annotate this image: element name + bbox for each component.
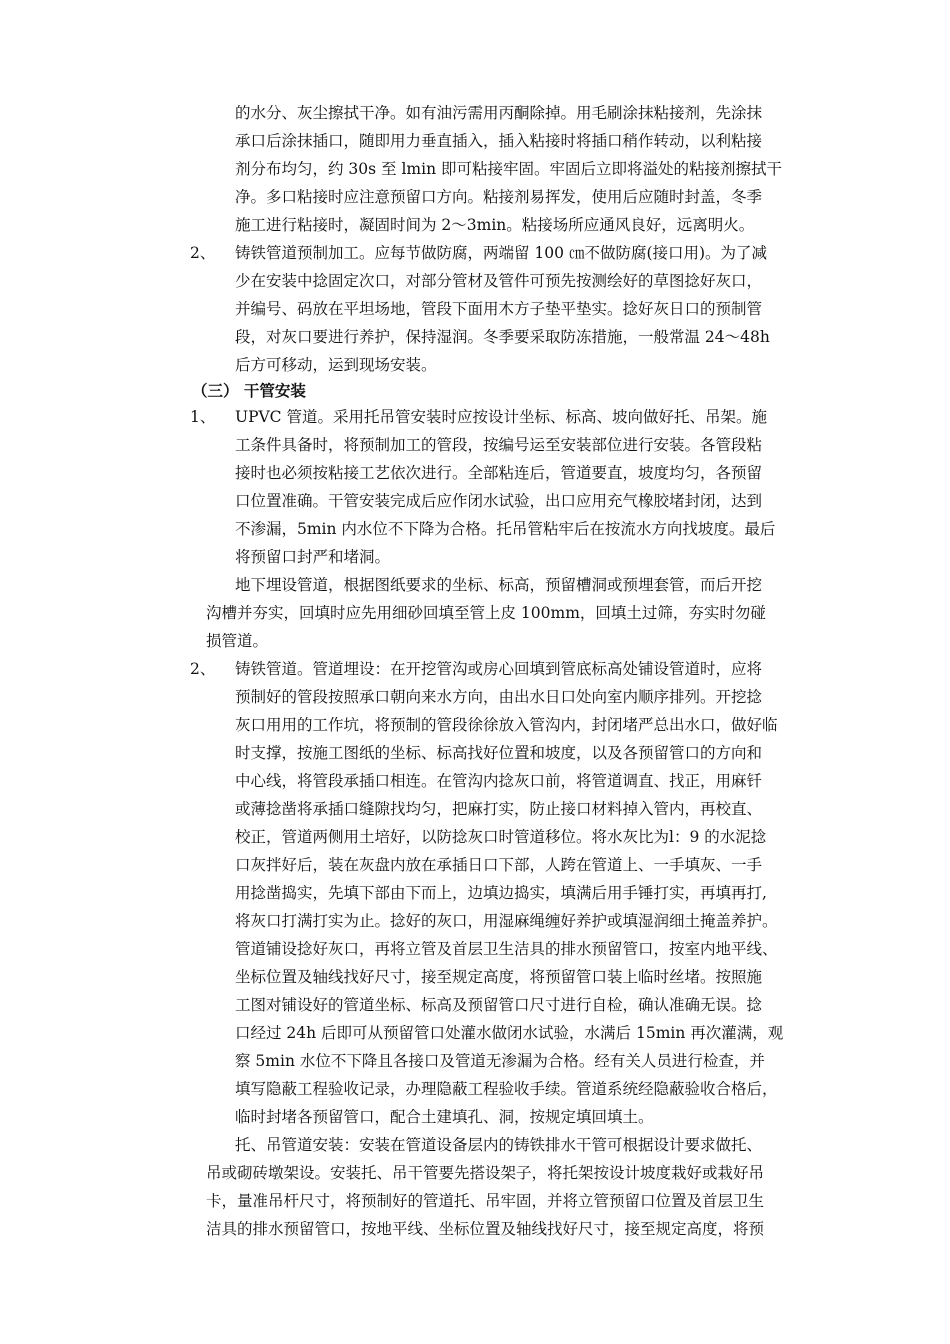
text-line: 临时封堵各预留管口，配合土建填孔、洞，按规定填回填土。	[235, 1108, 654, 1126]
text-line: 灰口用用的工作坑，将预制的管段徐徐放入管沟内，封闭堵严总出水口，做好临	[235, 716, 778, 734]
text-line: 施工进行粘接时，凝固时间为 2～3min。粘接场所应通风良好，远离明火。	[235, 216, 755, 234]
text-line: 剂分布均匀，约 30s 至 lmin 即可粘接牢固。牢固后立即将溢处的粘接剂擦拭干	[235, 160, 782, 178]
list-marker: 2、	[190, 660, 216, 678]
text-line: UPVC 管道。采用托吊管安装时应按设计坐标、标高、坡向做好托、吊架。施	[235, 408, 767, 426]
text-line: 将预留口封严和堵洞。	[235, 548, 391, 566]
text-line: 用捻凿捣实，先填下部由下而上，边填边捣实，填满后用手锤打实，再填再打,	[235, 884, 767, 902]
text-line: 段，对灰口要进行养护，保持湿润。冬季要采取防冻措施，一般常温 24～48h	[235, 328, 770, 346]
text-line: 损管道。	[206, 632, 269, 650]
text-line: 填写隐蔽工程验收记录，办理隐蔽工程验收手续。管道系统经隐蔽验收合格后，	[235, 1080, 778, 1098]
text-line: 管道铺设捻好灰口，再将立管及首层卫生洁具的排水预留管口，按室内地平线、	[235, 940, 778, 958]
text-line: 铸铁管道预制加工。应每节做防腐，两端留 100 ㎝不做防腐(接口用)。为了减	[235, 244, 768, 262]
text-line: 净。多口粘接时应注意预留口方向。粘接剂易挥发，使用后应随时封盖，冬季	[235, 188, 763, 206]
text-line: 或薄捻凿将承插口缝隙找均匀，把麻打实，防止接口材料掉入管内，再校直、	[235, 800, 763, 818]
text-line: 不渗漏，5min 内水位不下降为合格。托吊管粘牢后在按流水方向找坡度。最后	[235, 520, 776, 538]
text-line: 察 5min 水位不下降且各接口及管道无渗漏为合格。经有关人员进行检查，并	[235, 1052, 765, 1070]
text-line: 托、吊管道安装：安装在管道设备层内的铸铁排水干管可根据设计要求做托、	[235, 1136, 763, 1154]
text-line: 的水分、灰尘擦拭干净。如有油污需用丙酮除掉。用毛刷涂抹粘接剂，先涂抹	[235, 104, 763, 122]
text-line: 校正，管道两侧用土培好，以防捻灰口时管道移位。将水灰比为l：9 的水泥捻	[235, 828, 767, 846]
text-line: 口位置准确。干管安装完成后应作闭水试验，出口应用充气橡胶堵封闭，达到	[235, 492, 763, 510]
text-line: 铸铁管道。管道埋设：在开挖管沟或房心回填到管底标高处铺设管道时，应将	[235, 660, 763, 678]
text-line: 少在安装中捻固定次口，对部分管材及管件可预先按测绘好的草图捻好灰口，	[235, 272, 763, 290]
text-line: 工图对铺设好的管道坐标、标高及预留管口尺寸进行自检，确认准确无误。捻	[235, 996, 763, 1014]
text-line: 将灰口打满打实为止。捻好的灰口，用湿麻绳缠好养护或填湿润细土掩盖养护。	[235, 912, 778, 930]
text-line: 卡，量准吊杆尺寸，将预制好的管道托、吊牢固，并将立管预留口位置及首层卫生	[206, 1192, 765, 1210]
text-line: 沟槽并夯实，回填时应先用细砂回填至管上皮 100mm，回填土过筛，夯实时勿碰	[206, 604, 766, 622]
text-line: 地下埋设管道，根据图纸要求的坐标、标高，预留槽洞或预埋套管，而后开挖	[235, 576, 763, 594]
text-line: 工条件具备时，将预制加工的管段，按编号运至安装部位进行安装。各管段粘	[235, 436, 763, 454]
text-line: 吊或砌砖墩架设。安装托、吊干管要先搭设架子，将托架按设计坡度栽好或栽好吊	[206, 1164, 765, 1182]
list-marker: 2、	[190, 244, 216, 262]
text-line: 承口后涂抹插口，随即用力垂直插入，插入粘接时将插口稍作转动，以利粘接	[235, 132, 763, 150]
text-line: 坐标位置及轴线找好尺寸，接至规定高度，将预留管口装上临时丝堵。按照施	[235, 968, 763, 986]
text-line: 接时也必须按粘接工艺依次进行。全部粘连后，管道要直，坡度均匀，各预留	[235, 464, 763, 482]
text-line: 口灰拌好后，装在灰盘内放在承插日口下部，人跨在管道上、一手填灰、一手	[235, 856, 763, 874]
text-line: 时支撑，按施工图纸的坐标、标高找好位置和坡度，以及各预留管口的方向和	[235, 744, 763, 762]
text-line: 中心线，将管段承插口相连。在管沟内捻灰口前，将管道调直、找正，用麻钎	[235, 772, 763, 790]
text-line: 预制好的管段按照承口朝向来水方向，由出水日口处向室内顺序排列。开挖捻	[235, 688, 763, 706]
text-line: 并编号、码放在平坦场地，管段下面用木方子垫平垫实。捻好灰日口的预制管	[235, 300, 763, 318]
text-line: 洁具的排水预留管口，按地平线、坐标位置及轴线找好尺寸，接至规定高度，将预	[206, 1220, 765, 1238]
section-heading: （三） 干管安装	[192, 381, 306, 400]
text-line: 口经过 24h 后即可从预留管口处灌水做闭水试验，水满后 15min 再次灌满，观	[235, 1024, 784, 1042]
text-line: 后方可移动，运到现场安装。	[235, 356, 437, 374]
list-marker: 1、	[190, 408, 216, 426]
